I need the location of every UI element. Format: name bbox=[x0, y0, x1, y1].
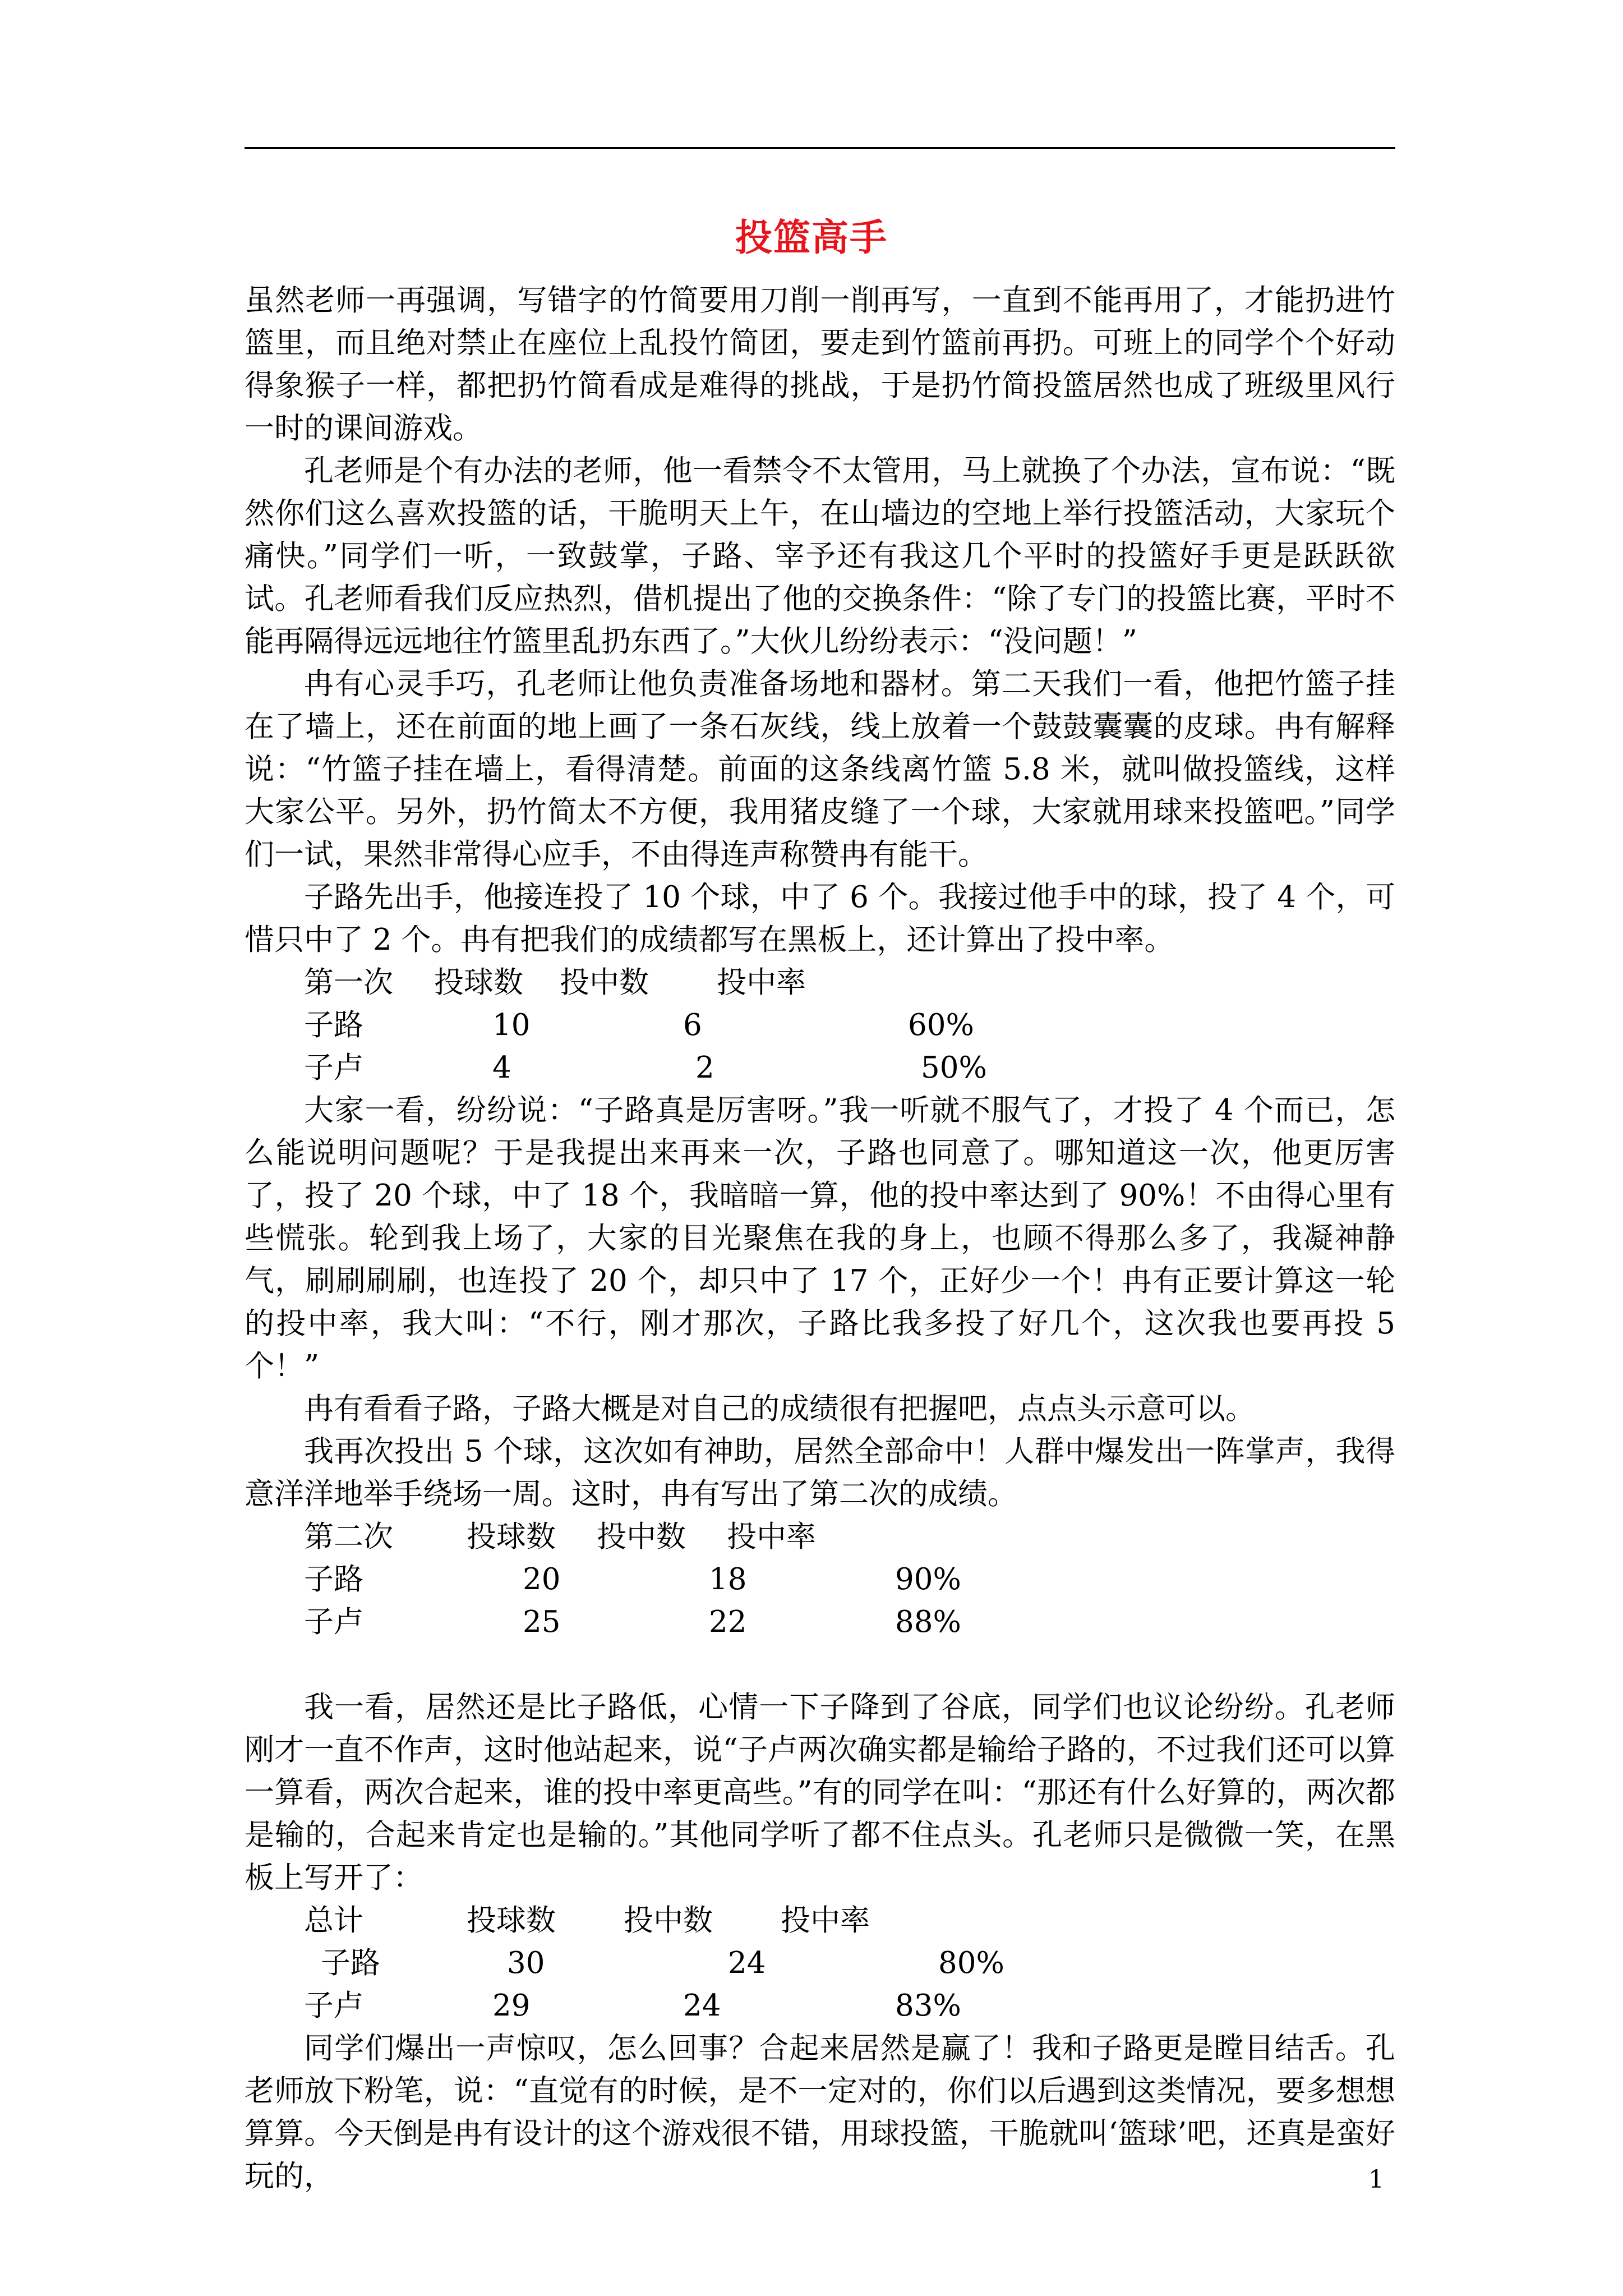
article-body bbox=[245, 279, 1395, 2198]
table-cell: 子路 bbox=[321, 1946, 380, 1980]
table-cell: 子卢 bbox=[304, 1051, 363, 1085]
table-row bbox=[245, 1047, 1395, 1089]
table-row bbox=[245, 1004, 1395, 1047]
table-cell: 24 bbox=[728, 1946, 766, 1980]
table-cell: 25 bbox=[523, 1605, 561, 1639]
table-cell: 30 bbox=[507, 1946, 545, 1980]
paragraph-9: 同学们爆出一声惊叹，怎么回事？合起来居然是赢了！我和子路更是瞠目结舌。孔老师放下粉笔，说：“直觉有的时候，是不一定对的，你们以后遇到这类情况，要多想想算算。今天倒是冉有设计的这个游戏很不错，用球投篮，干脆就叫‘篮球’吧，还真是蛮好玩的， bbox=[245, 2031, 1395, 2193]
table-cell: 80% bbox=[938, 1946, 1004, 1980]
paragraph-5: 大家一看，纷纷说：“子路真是厉害呀。”我一听就不服气了，才投了 4 个而已，怎么能说明问题呢？于是我提出来再来一次，子路也同意了。哪知道这一次，他更厉害了，投了 20 个球，中了 18 个，我暗暗一算，他的投中率达到了 90%！不由得心里有些慌张。轮到我上场了，大家的目光聚焦在我的身上，也顾不得那么多了，我凝神静气，刷刷刷刷，也连投了 20 个，却只中了 17 个，正好少一个！冉有正要计算这一轮的投中率，我大叫：“不行，刚才那次，子路比我多投了好几个，这次我也要再投 5 个！” bbox=[245, 1093, 1395, 1383]
table-header-cell: 投中数 bbox=[597, 1520, 686, 1554]
score-table-first bbox=[245, 961, 1395, 1089]
table-header-cell: 投中率 bbox=[717, 965, 806, 1000]
paragraph-3: 冉有心灵手巧，孔老师让他负责准备场地和器材。第二天我们一看，他把竹篮子挂在了墙上，还在前面的地上画了一条石灰线，线上放着一个鼓鼓囊囊的皮球。冉有解释说：“竹篮子挂在墙上，看得清楚。前面的这条线离竹篮 5.8 米，就叫做投篮线，这样大家公平。另外，扔竹简太不方便，我用猪皮缝了一个球，大家就用球来投篮吧。”同学们一试，果然非常得心应手，不由得连声称赞冉有能干。 bbox=[245, 667, 1395, 872]
header-rule bbox=[245, 147, 1395, 149]
paragraph-2: 孔老师是个有办法的老师，他一看禁令不太管用，马上就换了个办法，宣布说：“既然你们这么喜欢投篮的话，干脆明天上午，在山墙边的空地上举行投篮活动，大家玩个痛快。”同学们一听，一致鼓掌，子路、宰予还有我这几个平时的投篮好手更是跃跃欲试。孔老师看我们反应热烈，借机提出了他的交换条件：“除了专门的投篮比赛，平时不能再隔得远远地往竹篮里乱扔东西了。”大伙儿纷纷表示：“没问题！” bbox=[245, 454, 1395, 659]
table-cell: 6 bbox=[683, 1008, 702, 1042]
table-header-cell: 投球数 bbox=[467, 1903, 556, 1938]
table-cell: 83% bbox=[895, 1989, 961, 2023]
score-table-total bbox=[245, 1899, 1395, 2027]
blank-line bbox=[245, 1644, 1395, 1686]
paragraph-6: 冉有看看子路，子路大概是对自己的成绩很有把握吧，点点头示意可以。 bbox=[304, 1392, 1255, 1426]
table-cell: 4 bbox=[492, 1051, 511, 1085]
table-header-row bbox=[245, 1516, 1395, 1558]
table-header-cell: 第二次 bbox=[304, 1520, 393, 1554]
table-cell: 10 bbox=[492, 1008, 531, 1042]
table-cell: 子路 bbox=[304, 1562, 363, 1596]
table-cell: 2 bbox=[695, 1051, 714, 1085]
paragraph-4: 子路先出手，他接连投了 10 个球，中了 6 个。我接过他手中的球，投了 4 个，可惜只中了 2 个。冉有把我们的成绩都写在黑板上，还计算出了投中率。 bbox=[245, 880, 1395, 957]
table-cell: 子卢 bbox=[304, 1605, 363, 1639]
table-cell: 18 bbox=[709, 1562, 747, 1596]
table-cell: 子路 bbox=[304, 1008, 363, 1042]
table-header-cell: 总计 bbox=[304, 1903, 363, 1938]
table-header-cell: 第一次 bbox=[304, 965, 393, 1000]
table-header-cell: 投中数 bbox=[624, 1903, 713, 1938]
table-cell: 子卢 bbox=[304, 1989, 363, 2023]
table-cell: 24 bbox=[683, 1989, 721, 2023]
page-number: 1 bbox=[1368, 2165, 1384, 2194]
table-header-row bbox=[245, 1899, 1395, 1942]
table-header-cell: 投中率 bbox=[727, 1520, 816, 1554]
table-header-cell: 投球数 bbox=[434, 965, 523, 1000]
table-header-row bbox=[245, 961, 1395, 1004]
table-cell: 90% bbox=[895, 1562, 961, 1596]
table-header-cell: 投中数 bbox=[560, 965, 649, 1000]
paragraph-7: 我再次投出 5 个球，这次如有神助，居然全部命中！人群中爆发出一阵掌声，我得意洋洋地举手绕场一周。这时，冉有写出了第二次的成绩。 bbox=[245, 1434, 1395, 1511]
paragraph-8: 我一看，居然还是比子路低，心情一下子降到了谷底，同学们也议论纷纷。孔老师刚才一直不作声，这时他站起来，说“子卢两次确实都是输给子路的，不过我们还可以算一算看，两次合起来，谁的投中率更高些。”有的同学在叫：“那还有什么好算的，两次都是输的，合起来肯定也是输的。”其他同学听了都不住点头。孔老师只是微微一笑，在黑板上写开了： bbox=[245, 1690, 1395, 1895]
table-cell: 29 bbox=[492, 1989, 531, 2023]
score-table-second bbox=[245, 1516, 1395, 1644]
table-row bbox=[245, 1558, 1395, 1601]
table-cell: 88% bbox=[895, 1605, 961, 1639]
table-header-cell: 投球数 bbox=[467, 1520, 556, 1554]
table-row bbox=[245, 1601, 1395, 1644]
table-cell: 60% bbox=[908, 1008, 974, 1042]
page-title: 投篮高手 bbox=[735, 215, 888, 259]
table-cell: 22 bbox=[709, 1605, 747, 1639]
table-row bbox=[245, 1985, 1395, 2027]
table-cell: 50% bbox=[921, 1051, 987, 1085]
table-row bbox=[245, 1942, 1395, 1985]
table-header-cell: 投中率 bbox=[781, 1903, 870, 1938]
table-cell: 20 bbox=[523, 1562, 561, 1596]
paragraph-1: 虽然老师一再强调，写错字的竹简要用刀削一削再写，一直到不能再用了，才能扔进竹篮里，而且绝对禁止在座位上乱投竹简团，要走到竹篮前再扔。可班上的同学个个好动得象猴子一样，都把扔竹简看成是难得的挑战，于是扔竹简投篮居然也成了班级里风行一时的课间游戏。 bbox=[245, 283, 1395, 445]
